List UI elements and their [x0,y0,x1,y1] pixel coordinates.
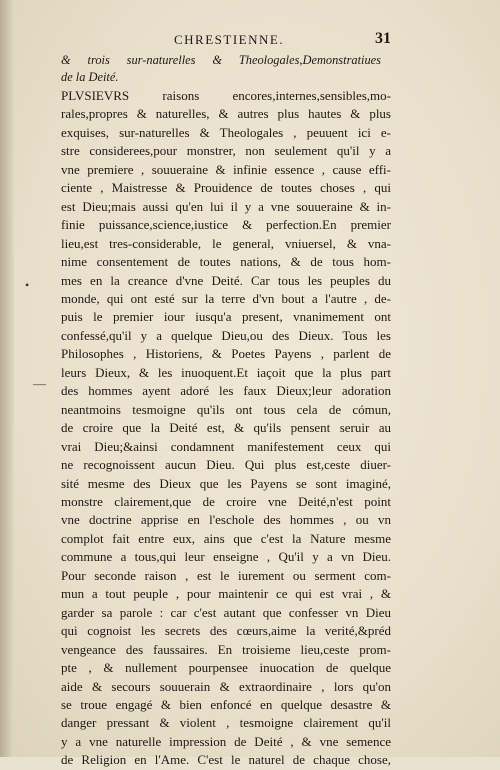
body-line: exquises, sur-naturelles & Theologales , peuuent ici e- [61,124,391,140]
body-line: sité mesme des Dieux que les Payens se sont imaginé, [61,475,391,491]
body-line: complot fait entre eux, ains que c'est la Nature mesme [61,530,391,546]
body-line: ne recognoissent aucun Dieu. Qui plus est,ceste diuer- [61,457,391,473]
body-line: danger pressant & violent , tesmoigne clairement qu'il [61,715,391,731]
body-line: des hommes ayent adoré les faux Dieux;leur adoration [61,383,391,399]
body-text [61,87,391,770]
body-line: monstre clairement,que de croire vne Deité,n'est point [61,493,391,509]
body-line: rales,propres & naturelles, & autres plus hautes & plus [61,106,391,122]
body-line: se troue engagé & bien enfoncé en quelque desastre & [61,696,391,712]
page-number: 31 [375,30,391,47]
body-line: mes en la creance d'vne Deité. Car tous les peuples du [61,272,391,288]
running-head: CHRESTIENNE. [174,32,285,47]
body-line: lieu,est tres-considerable, le general, vniuersel, & vna- [61,235,391,251]
section-title-line: de la Deité. [61,70,119,84]
body-line: Pour seconde raison , est le iurement ou serment com- [61,567,391,583]
body-line: y a vne naturelle impression de Deité , & vne semence [61,733,391,749]
body-line: monde, qui ont esté sur la terre d'vn bout a l'autre , de- [61,290,391,306]
page-spine-shadow [0,0,14,757]
body-line: est Dieu;mais aussi qu'en lui il y a vne souueraine & in- [61,198,391,214]
body-line: puis le premier iour iusqu'a present, vnanimement ont [61,309,391,325]
body-line: vrai Dieu;&ainsi condamnent manifestement ceux qui [61,438,391,454]
section-title-line: & trois sur-naturelles & Theologales,Demonstratiues [61,53,381,67]
body-line: stre considerees,pour monstrer, non seulement qu'il y a [61,143,391,159]
body-line: commune a tous,qui leur enseigne , Qu'il y a vn Dieu. [61,549,391,565]
body-line: vne doctrine apprise en l'eschole des hommes , ou vn [61,512,391,528]
body-line: leurs Dieux, & les inuoquent.Et iaçoit que la plus part [61,364,391,380]
body-line: pte , & nullement pourpensee inuocation de quelque [61,660,391,676]
body-line: vengeance des faussaires. En troisieme lieu,ceste prom- [61,641,391,657]
body-line: neantmoins tesmoigne qu'ils ont tous cela de cómun, [61,401,391,417]
body-line: vne premiere , souueraine & infinie essence , cause effi- [61,161,391,177]
body-line: mun a tout peuple , pour maintenir ce qui est vrai , & [61,586,391,602]
margin-mark: — [33,376,46,391]
margin-mark: • [25,278,30,292]
body-line: aide & secours souuerain & extraordinaire , lors qu'on [61,678,391,694]
section-title [61,52,381,86]
body-line: qui cognoist les secrets des cœurs,aime la verité,&préd [61,623,391,639]
page-header [0,32,500,50]
body-line: PLVSIEVRS raisons encores,internes,sensibles,mo- [61,88,391,103]
body-line: nime consentement de toutes nations, & de tous hom- [61,254,391,270]
body-line: confessé,qu'il y a quelque Dieu,ou des Dieux. Tous les [61,327,391,343]
body-line: de croire que la Deité est, & qu'ils pensent seruir au [61,420,391,436]
body-line: garder sa parole : car c'est autant que confesser vn Dieu [61,604,391,620]
body-line: Philosophes , Historiens, & Poetes Payens , parlent de [61,346,391,362]
body-line: ciente , Maistresse & Prouidence de toutes choses , qui [61,180,391,196]
body-line: de Religion en l'Ame. C'est le naturel de chaque chose, [61,752,391,768]
body-line: finie puissance,science,iustice & perfection.En premier [61,217,391,233]
